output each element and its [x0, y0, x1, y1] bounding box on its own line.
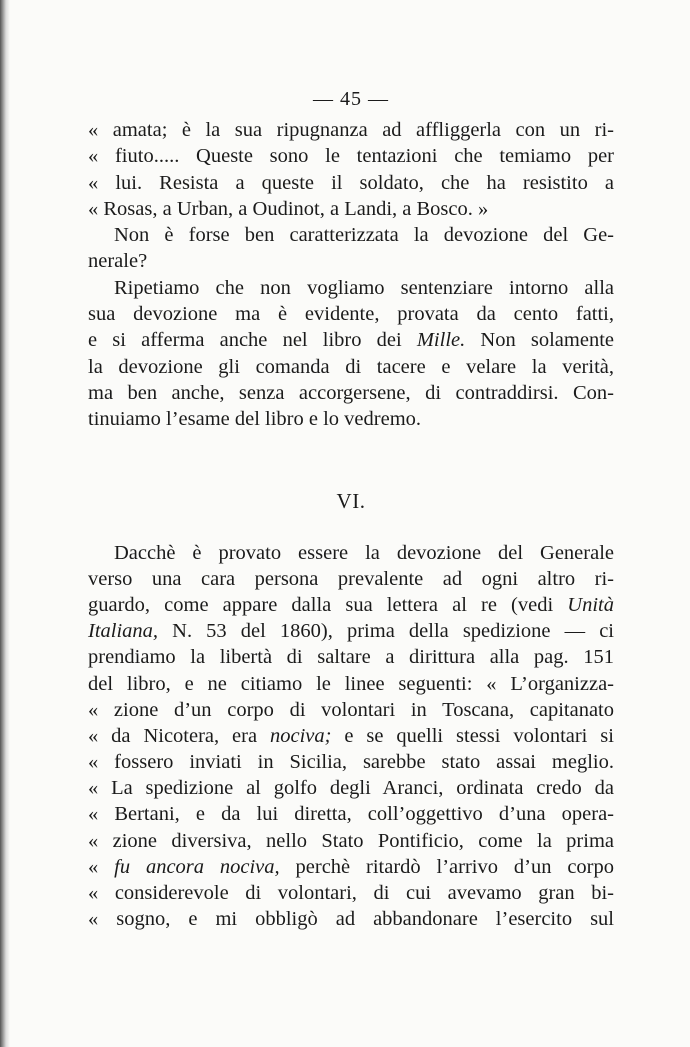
- text-line: « Bertani, e da lui diretta, coll’oggettivo d’una opera-: [88, 803, 614, 826]
- text-run: e si afferma anche nel libro dei: [88, 329, 417, 352]
- text-line: Ripetiamo che non vogliamo sentenziare intorno alla: [114, 276, 614, 299]
- page-text: [88, 84, 614, 932]
- italic-title-mille: Mille.: [416, 329, 466, 352]
- page-number: — 45 —: [313, 88, 389, 110]
- section-heading: VI.: [336, 488, 366, 513]
- text-line: « considerevole di volontari, di cui avevamo gran bi-: [88, 882, 614, 904]
- text-run: N. 53 del 1860), prima della spedizione — ci: [158, 620, 614, 643]
- page-binding-edge: [0, 0, 10, 1047]
- text-line: sua devozione ma è evidente, provata da cento fatti,: [88, 303, 614, 326]
- italic-title-unita: Unità: [567, 593, 614, 616]
- text-line: [88, 618, 614, 644]
- paragraph-question: [88, 222, 614, 275]
- text-run: «: [88, 855, 115, 878]
- text-line: « Rosas, a Urban, a Oudinot, a Landi, a Bosco. »: [88, 197, 489, 220]
- paragraph-repeat: [88, 275, 614, 433]
- text-run: perchè ritardò l’arrivo d’un corpo: [279, 855, 614, 878]
- text-line: tinuiamo l’esame del libro e lo vedremo.: [88, 408, 422, 431]
- text-line: [88, 327, 614, 353]
- text-run: Non solamente: [465, 329, 614, 352]
- italic-title-italiana: Italiana,: [88, 620, 159, 643]
- text-line: « fossero inviati in Sicilia, sarebbe stato assai meglio.: [88, 751, 614, 774]
- text-line: « lui. Resista a queste il soldato, che ha resistito a: [88, 171, 614, 194]
- text-line: [88, 723, 614, 749]
- italic-word-nociva: nociva;: [270, 724, 332, 747]
- text-run: e se quelli stessi volontari si: [331, 724, 614, 747]
- text-line: verso una cara persona prevalente ad ogni altro ri-: [88, 567, 614, 590]
- text-line: « La spedizione al golfo degli Aranci, ordinata credo da: [88, 777, 614, 800]
- text-line: Non è forse ben caratterizzata la devozione del Ge-: [114, 224, 614, 247]
- text-line: la devozione gli comanda di tacere e velare la verità,: [88, 355, 614, 378]
- text-line: del libro, e ne citiamo le linee seguenti: « L’organizza-: [88, 672, 614, 695]
- text-line: « zione d’un corpo di volontari in Toscana, capitanato: [88, 698, 614, 721]
- italic-phrase-fu-ancora-nociva: fu ancora nociva,: [114, 855, 280, 878]
- text-line: « fiuto..... Queste sono le tentazioni che temiamo per: [88, 145, 614, 168]
- text-line: « amata; è la sua ripugnanza ad affliggerla con un ri-: [88, 119, 614, 141]
- text-line: [88, 592, 614, 618]
- text-line: [88, 854, 614, 880]
- text-line: ma ben anche, senza accorgersene, di contraddirsi. Con-: [88, 381, 614, 404]
- text-run: « da Nicotera, era: [88, 724, 270, 747]
- text-line: « zione diversiva, nello Stato Pontificio, come la prima: [88, 829, 614, 852]
- text-line: nerale?: [88, 250, 148, 273]
- text-line: « sogno, e mi obbligò ad abbandonare l’esercito sul: [88, 908, 614, 931]
- paragraph-section-vi: [88, 540, 614, 933]
- text-line: prendiamo la libertà di saltare a dirittura alla pag. 151: [88, 646, 614, 669]
- text-line: Dacchè è provato essere la devozione del Generale: [114, 541, 614, 564]
- paragraph-quote-end: [88, 117, 614, 222]
- text-run: guardo, come appare dalla sua lettera al re (vedi: [88, 593, 568, 616]
